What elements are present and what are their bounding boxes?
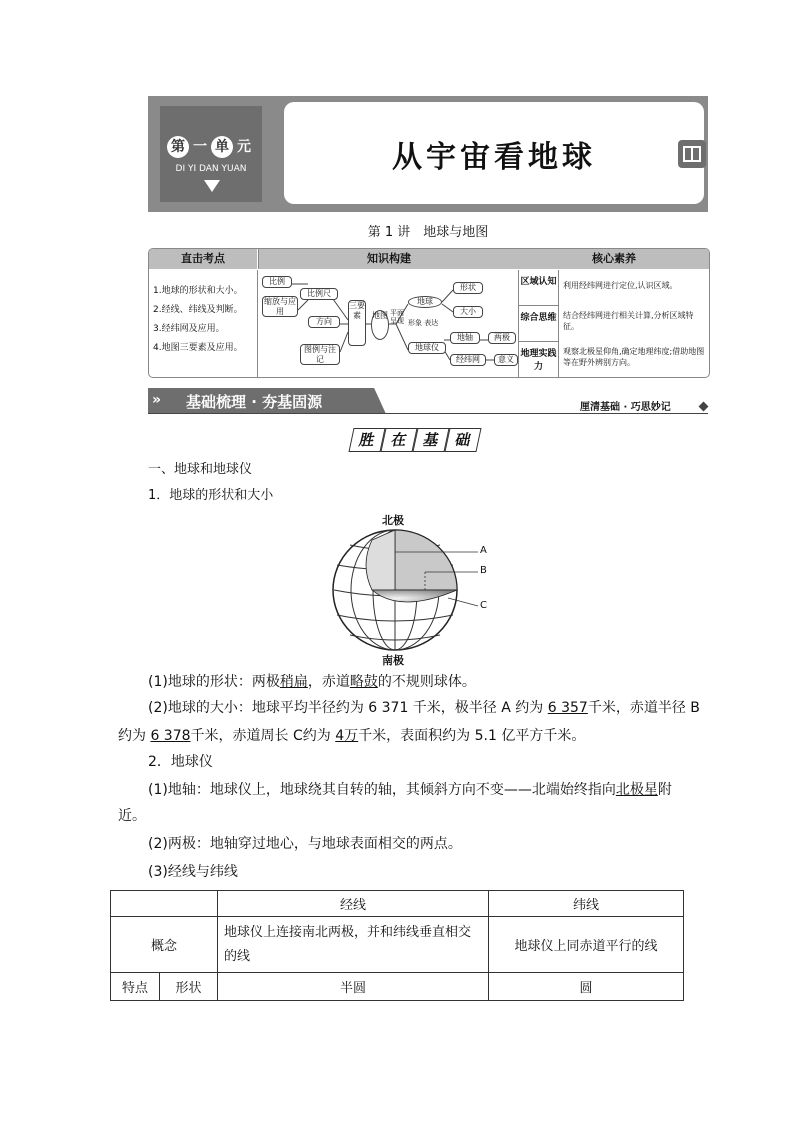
table-header: 经线: [218, 891, 489, 917]
map-node: 比例: [262, 276, 292, 288]
fig-label-b: B: [480, 565, 487, 576]
knowledge-map: [258, 270, 519, 377]
map-node: 地球仪: [408, 342, 446, 354]
fig-label-north: 北极: [382, 514, 404, 527]
exam-point: 1.地球的形状和大小。: [153, 286, 243, 296]
table-cell: 半圆: [218, 973, 489, 1001]
divider: [148, 413, 708, 414]
tag-char: 基: [412, 428, 449, 452]
subheading: 2．地球仪: [148, 754, 213, 770]
table-header: 纬线: [489, 891, 684, 917]
map-node: 意义: [494, 354, 518, 366]
comparison-table: [110, 890, 684, 1001]
header-literacy: 核心素养: [519, 249, 709, 269]
map-node: 两极: [488, 332, 516, 344]
paragraph: (2)两极：地轴穿过地心，与地球表面相交的两点。: [148, 836, 462, 852]
lecture-title: 第 1 讲 地球与地图: [367, 225, 489, 240]
unit-pinyin: DI YI DAN YUAN: [175, 164, 247, 174]
paragraph: 约为 6 378千米，赤道周长 C约为 4万千米，表面积约为 5.1 亿平方千米。: [118, 728, 586, 744]
paragraph: (3)经线与纬线: [148, 864, 238, 880]
table-cell: 圆: [489, 973, 684, 1001]
map-label: 平面呈现: [390, 309, 404, 325]
map-node: 地球: [408, 296, 442, 308]
map-node: 经纬网: [450, 354, 486, 366]
subheading: 1．地球的形状和大小: [148, 488, 274, 503]
map-node: 方向: [308, 316, 340, 328]
exam-point: 4.地图三要素及应用。: [153, 343, 243, 353]
map-node: 地轴: [450, 332, 480, 344]
diamond-icon: [699, 402, 709, 412]
fig-label-c: C: [480, 600, 487, 611]
map-node: 图例与注记: [300, 344, 340, 365]
tag-char: 胜: [348, 428, 385, 452]
literacy-desc: 结合经纬网进行相关计算,分析区域特征。: [563, 311, 694, 332]
paragraph: (1)地球的形状：两极稍扁，赤道略鼓的不规则球体。: [148, 674, 476, 690]
page-title: 从宇宙看地球: [392, 140, 596, 175]
unit-badge: [160, 106, 262, 202]
header-exam-points: 直击考点: [149, 249, 257, 269]
literacy-name: 综合思维: [519, 306, 559, 342]
paragraph: (2)地球的大小：地球平均半径约为 6 371 千米，极半径 A 约为 6 357千米，赤道半径 B: [148, 700, 700, 716]
header-knowledge: 知识构建: [258, 249, 520, 269]
map-node: 大小: [453, 306, 483, 318]
unit-char: 元: [237, 139, 251, 155]
table-row-label: 特点: [111, 973, 160, 1001]
literacy-name: 地理实践力: [519, 342, 559, 377]
down-triangle-icon: [204, 180, 220, 192]
fig-label-a: A: [480, 545, 487, 556]
fig-label-south: 南极: [382, 654, 404, 667]
table-row-label: 概念: [111, 917, 218, 973]
summary-panel: [148, 248, 710, 378]
section-title: 基础梳理 · 夯基固源: [186, 393, 323, 411]
tag-char: 础: [444, 428, 481, 452]
exam-point: 3.经纬网及应用。: [153, 324, 225, 334]
unit-char: 一: [193, 139, 207, 155]
table-row-label: 形状: [160, 973, 218, 1001]
table-corner: [111, 891, 218, 917]
paragraph: (1)地轴：地球仪上，地球绕其自转的轴，其倾斜方向不变——北端始终指向北极星附: [148, 782, 672, 798]
unit-char: 单: [211, 136, 233, 158]
map-node: 缩放与应用: [264, 297, 296, 316]
table-cell: 地球仪上同赤道平行的线: [489, 917, 684, 973]
map-node: 形状: [453, 282, 483, 294]
literacy-name: 区域认知: [519, 270, 559, 306]
map-node: 地图: [371, 310, 389, 340]
unit-char: 第: [167, 136, 189, 158]
tag-char: 在: [380, 428, 417, 452]
literacy-desc: 利用经纬网进行定位,认识区域。: [563, 281, 678, 290]
literacy-desc: 观察北极星仰角,确定地理纬度;借助地图等在野外辨别方向。: [563, 347, 705, 368]
heading: 一、地球和地球仪: [148, 462, 253, 477]
paragraph: 近。: [118, 808, 146, 824]
earth-figure: [300, 510, 500, 670]
map-label: 形象 表达: [408, 319, 439, 327]
exam-point: 2.经线、纬线及判断。: [153, 305, 243, 315]
map-node: 比例尺: [300, 288, 338, 300]
book-icon: [678, 140, 706, 168]
section-subtitle: 厘清基础 · 巧思妙记: [580, 402, 671, 413]
map-node: 三要素: [348, 300, 366, 346]
arrow-icon: »: [152, 392, 162, 408]
table-cell: 地球仪上连接南北两极，并和纬线垂直相交的线: [218, 917, 489, 973]
